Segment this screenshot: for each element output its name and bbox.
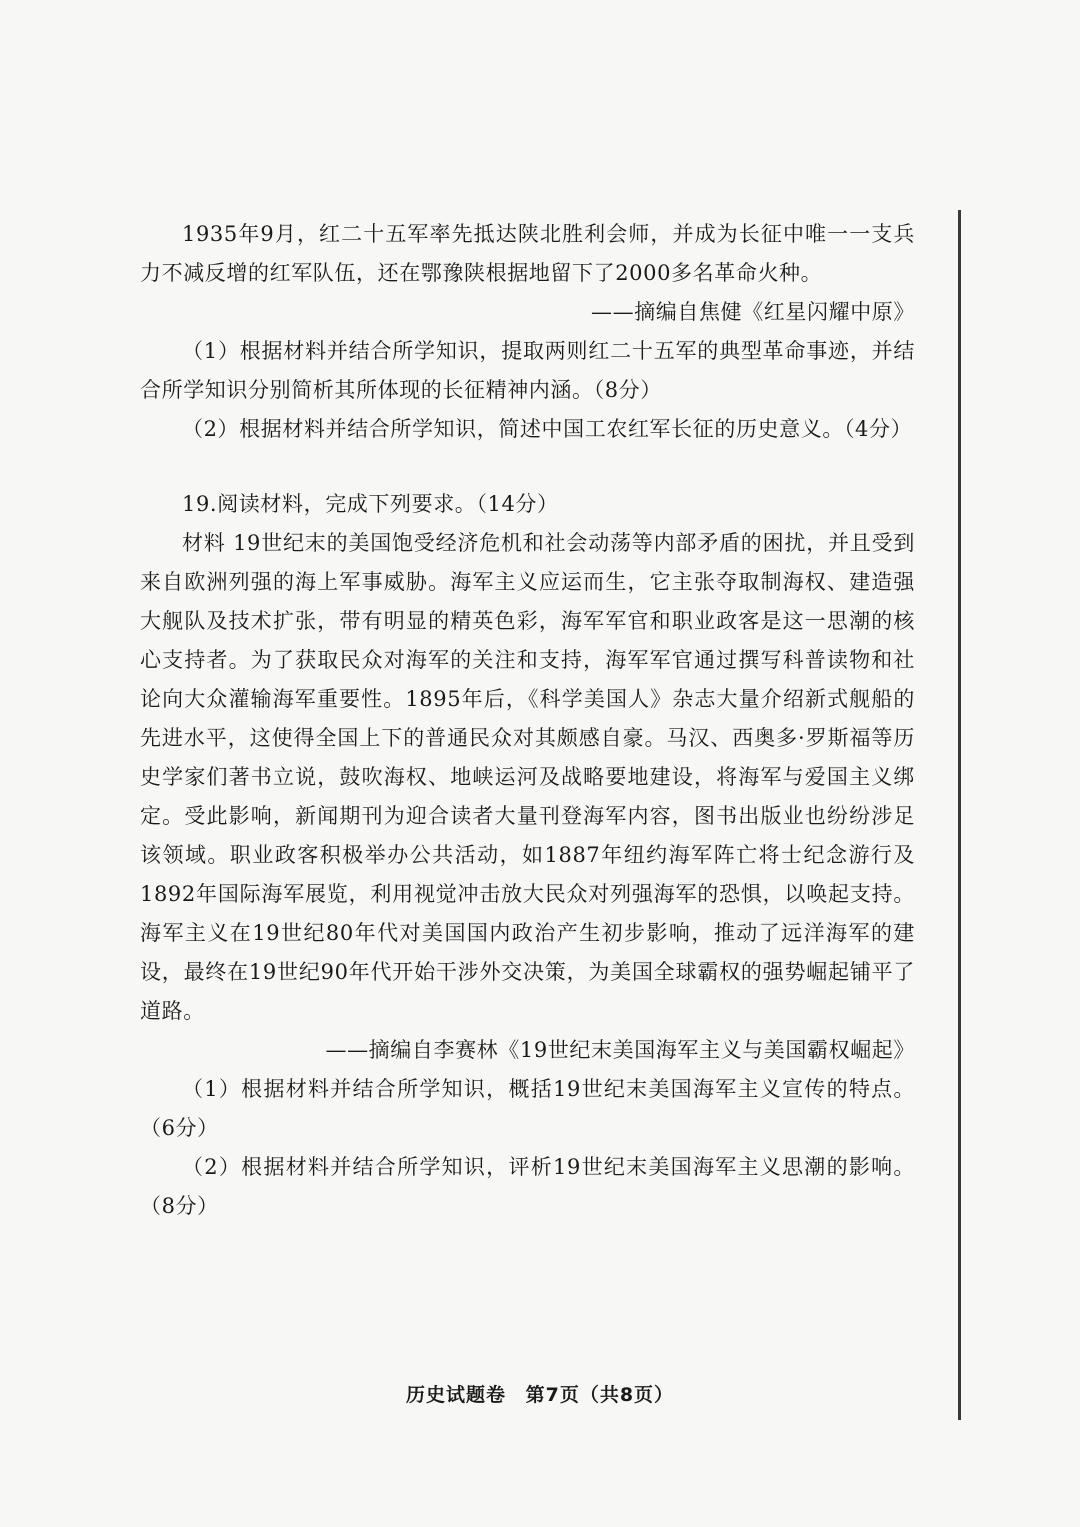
question-18-section (140, 215, 915, 449)
q19-question-1: （1）根据材料并结合所学知识，概括19世纪末美国海军主义宣传的特点。（6分） (140, 1077, 915, 1140)
question-19-section (140, 485, 915, 1226)
q18-source: ——摘编自焦健《红星闪耀中原》 (591, 300, 915, 324)
page-content (140, 215, 915, 1226)
q18-material: 1935年9月，红二十五军率先抵达陕北胜利会师，并成为长征中唯一一支兵力不减反增的红军队伍，还在鄂豫陕根据地留下了2000多名革命火种。 (140, 222, 915, 285)
q18-question-2: （2）根据材料并结合所学知识，简述中国工农红军长征的历史意义。（4分） (182, 417, 913, 441)
footer-page-number: 第7页（共8页） (525, 1384, 675, 1406)
q19-material: 材料 19世纪末的美国饱受经济危机和社会动荡等内部矛盾的困扰，并且受到来自欧洲列强的海上军事威胁。海军主义应运而生，它主张夺取制海权、建造强大舰队及技术扩张，带有明显的精英色彩，海军军官和职业政客是这一思潮的核心支持者。为了获取民众对海军的关注和支持，海军军官通过撰写科普读物和社论向大众灌输海军重要性。1895年后，《科学美国人》杂志大量介绍新式舰船的先进水平，这使得全国上下的普通民众对其颇感自豪。马汉、西奥多·罗斯福等历史学家们著书立说，鼓吹海权、地峡运河及战略要地建设，将海军与爱国主义绑定。受此影响，新闻期刊为迎合读者大量刊登海军内容，图书出版业也纷纷涉足该领域。职业政客积极举办公共活动，如1887年纽约海军阵亡将士纪念游行及1892年国际海军展览，利用视觉冲击放大民众对列强海军的恐惧，以唤起支持。海军主义在19世纪80年代对美国国内政治产生初步影响，推动了远洋海军的建设，最终在19世纪90年代开始干涉外交决策，为美国全球霸权的强势崛起铺平了道路。 (140, 531, 915, 1023)
page-footer (0, 1380, 1080, 1407)
margin-line (958, 210, 961, 1420)
q19-question-2: （2）根据材料并结合所学知识，评析19世纪末美国海军主义思潮的影响。（8分） (140, 1155, 915, 1218)
q19-source: ——摘编自李赛林《19世纪末美国海军主义与美国霸权崛起》 (325, 1038, 915, 1062)
footer-subject: 历史试题卷 (405, 1384, 506, 1406)
q19-heading: 19.阅读材料，完成下列要求。（14分） (182, 492, 559, 516)
q18-question-1: （1）根据材料并结合所学知识，提取两则红二十五军的典型革命事迹，并结合所学知识分别简析其所体现的长征精神内涵。（8分） (140, 339, 915, 402)
